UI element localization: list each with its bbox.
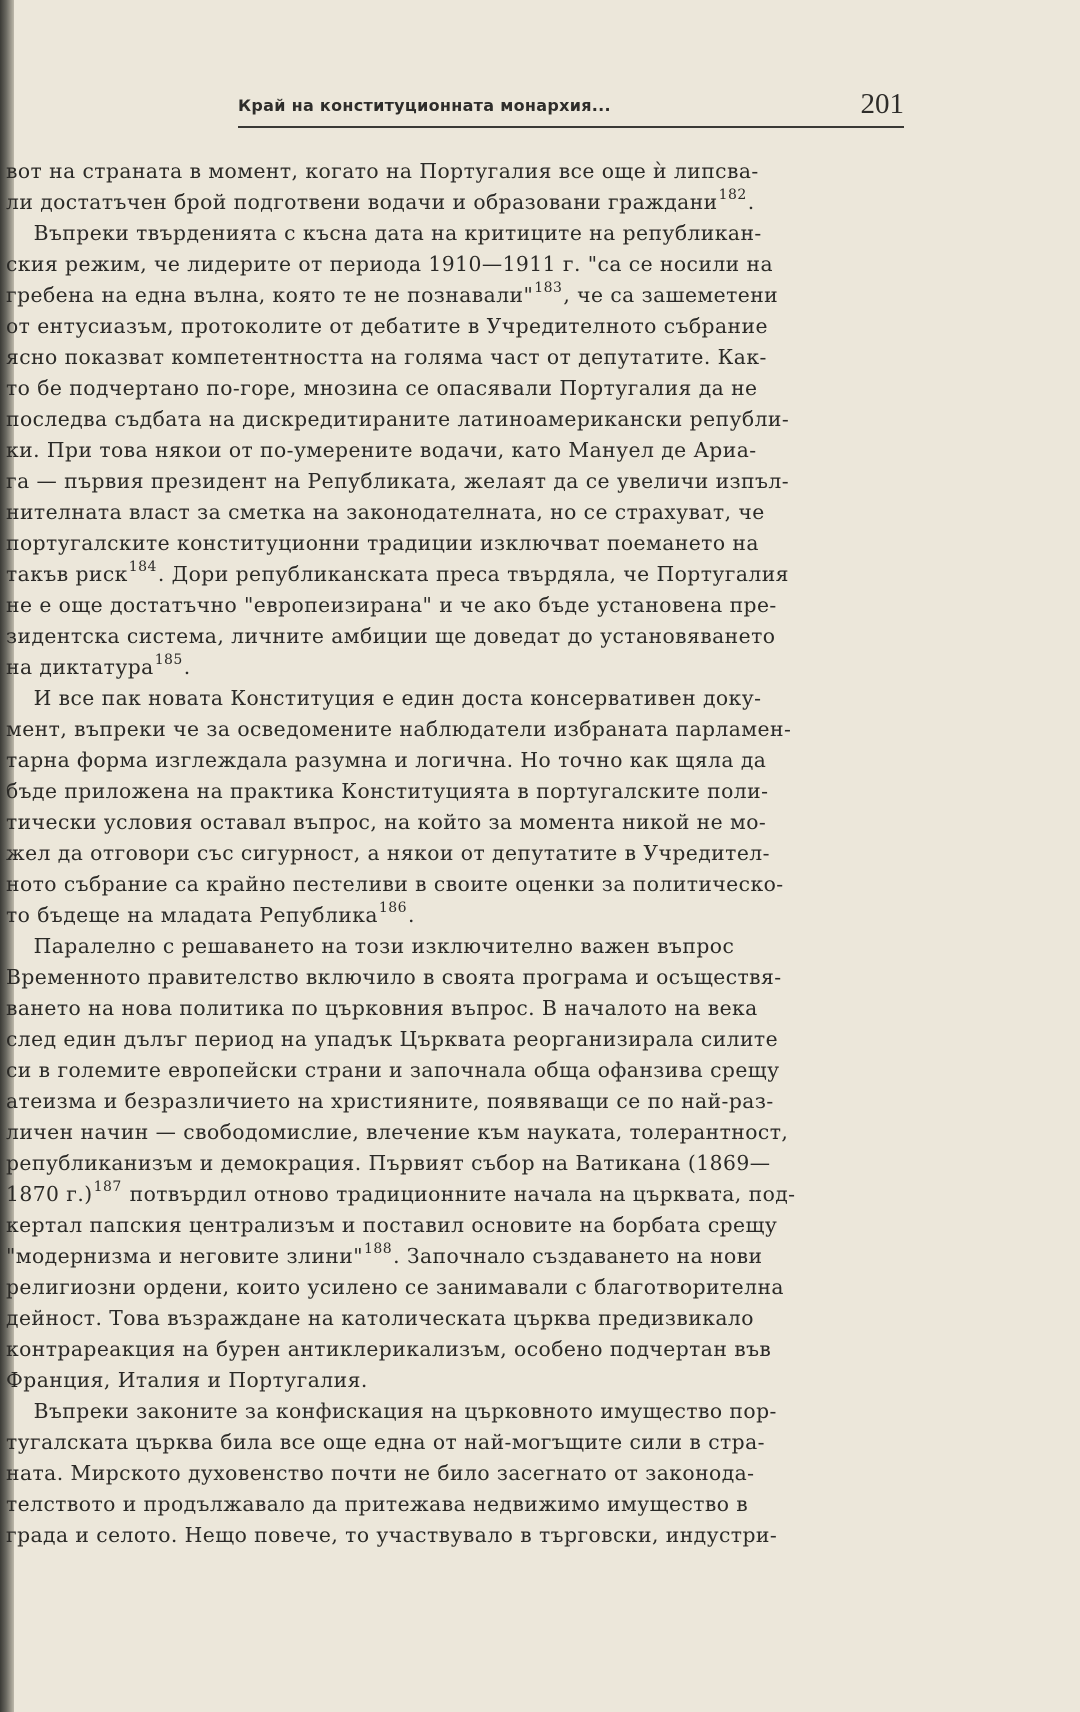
text-line bbox=[6, 1427, 904, 1458]
line-text: Временното правителство включило в своята програма и осъществя- bbox=[6, 965, 782, 989]
line-text: ския режим, че лидерите от периода 1910—1911 г. "са се носили на bbox=[6, 252, 774, 276]
text-line bbox=[6, 869, 904, 900]
line-text: кертал папския централизъм и поставил основите на борбата срещу bbox=[6, 1213, 778, 1237]
text-line bbox=[6, 497, 904, 528]
line-text-continued: . bbox=[408, 903, 415, 927]
page-header bbox=[238, 88, 904, 128]
text-line bbox=[6, 621, 904, 652]
footnote-ref: 186 bbox=[378, 900, 407, 917]
text-line bbox=[6, 838, 904, 869]
text-line bbox=[6, 1396, 904, 1427]
line-text: републиканизъм и демокрация. Първият събор на Ватикана (1869— bbox=[6, 1151, 771, 1175]
text-line bbox=[6, 993, 904, 1024]
line-text: бъде приложена на практика Конституцията в португалските поли- bbox=[6, 779, 769, 803]
text-line bbox=[6, 1334, 904, 1365]
line-text: атеизма и безразличието на християните, появяващи се по най-раз- bbox=[6, 1089, 774, 1113]
line-text: гребена на една вълна, която те не познавали" bbox=[6, 283, 534, 307]
text-line bbox=[6, 1117, 904, 1148]
text-line bbox=[6, 776, 904, 807]
text-line bbox=[6, 1179, 904, 1210]
line-text: телството и продължавало да притежава недвижимо имущество в bbox=[6, 1492, 749, 1516]
line-text: Въпреки твърденията с късна дата на критиците на републикан- bbox=[6, 221, 762, 245]
text-line bbox=[6, 1086, 904, 1117]
text-line bbox=[6, 187, 904, 218]
text-line bbox=[6, 683, 904, 714]
line-text: вот на страната в момент, когато на Португалия все още ѝ липсва- bbox=[6, 159, 759, 183]
text-line bbox=[6, 311, 904, 342]
text-line bbox=[6, 1024, 904, 1055]
line-text: жел да отговори със сигурност, а някои от депутатите в Учредител- bbox=[6, 841, 770, 865]
line-text: то бе подчертано по-горе, мнозина се опасявали Португалия да не bbox=[6, 376, 758, 400]
text-line bbox=[6, 590, 904, 621]
line-text: не е още достатъчно "европеизирана" и че ако бъде установена пре- bbox=[6, 593, 777, 617]
line-text: зидентска система, личните амбиции ще доведат до установяването bbox=[6, 624, 776, 648]
text-line bbox=[6, 1458, 904, 1489]
text-line bbox=[6, 249, 904, 280]
line-text-continued: , че са зашеметени bbox=[563, 283, 779, 307]
text-line bbox=[6, 1365, 904, 1396]
line-text: града и селото. Нещо повече, то участвувало в търговски, индустри- bbox=[6, 1523, 778, 1547]
line-text: след един дълъг период на упадък Църквата реорганизирала силите bbox=[6, 1027, 779, 1051]
line-text-continued: . Започнало създаването на нови bbox=[393, 1244, 763, 1268]
text-line bbox=[6, 807, 904, 838]
footnote-ref: 183 bbox=[534, 280, 563, 297]
line-text: ки. При това някои от по-умерените водачи, като Мануел де Ариа- bbox=[6, 438, 757, 462]
text-line bbox=[6, 900, 904, 931]
text-line bbox=[6, 435, 904, 466]
line-text: тарна форма изглеждала разумна и логична. Но точно как щяла да bbox=[6, 748, 767, 772]
text-line bbox=[6, 1148, 904, 1179]
running-head: Край на конституционната монархия... bbox=[238, 96, 611, 115]
line-text: И все пак новата Конституция е един доста консервативен доку- bbox=[6, 686, 762, 710]
line-text: "модернизма и неговите злини" bbox=[6, 1244, 363, 1268]
header-rule bbox=[238, 126, 904, 128]
line-text: 1870 г.) bbox=[6, 1182, 93, 1206]
line-text: ясно показват компетентността на голяма част от депутатите. Как- bbox=[6, 345, 767, 369]
text-line bbox=[6, 559, 904, 590]
footnote-ref: 184 bbox=[128, 559, 157, 576]
text-line bbox=[6, 1520, 904, 1551]
text-line bbox=[6, 156, 904, 187]
line-text-continued: потвърдил отново традиционните начала на църквата, под- bbox=[122, 1182, 796, 1206]
text-line bbox=[6, 280, 904, 311]
line-text: дейност. Това възраждане на католическата църква предизвикало bbox=[6, 1306, 754, 1330]
text-line bbox=[6, 218, 904, 249]
text-line bbox=[6, 1210, 904, 1241]
line-text: на диктатура bbox=[6, 655, 154, 679]
text-line bbox=[6, 404, 904, 435]
line-text: ното събрание са крайно пестеливи в своите оценки за политическо- bbox=[6, 872, 784, 896]
text-line bbox=[6, 652, 904, 683]
line-text: ната. Мирското духовенство почти не било засегнато от законода- bbox=[6, 1461, 755, 1485]
line-text: личен начин — свободомислие, влечение към науката, толерантност, bbox=[6, 1120, 789, 1144]
line-text: религиозни ордени, които усилено се занимавали с благотворителна bbox=[6, 1275, 784, 1299]
text-line bbox=[6, 1241, 904, 1272]
line-text: от ентусиазъм, протоколите от дебатите в Учредителното събрание bbox=[6, 314, 768, 338]
line-text-continued: . bbox=[747, 190, 755, 214]
text-line bbox=[6, 1272, 904, 1303]
line-text: Франция, Италия и Португалия. bbox=[6, 1368, 368, 1392]
line-text: Паралелно с решаването на този изключително важен въпрос bbox=[6, 934, 735, 958]
line-text: нителната власт за сметка на законодателната, но се страхуват, че bbox=[6, 500, 765, 524]
line-text: контрареакция на бурен антиклерикализъм, особено подчертан във bbox=[6, 1337, 772, 1361]
line-text: Въпреки законите за конфискация на църковното имущество пор- bbox=[6, 1399, 777, 1423]
footnote-ref: 185 bbox=[154, 652, 183, 669]
text-line bbox=[6, 466, 904, 497]
text-line bbox=[6, 1055, 904, 1086]
body-text bbox=[6, 156, 904, 1551]
line-text: ването на нова политика по църковния въпрос. В началото на века bbox=[6, 996, 758, 1020]
line-text: си в големите европейски страни и започнала обща офанзива срещу bbox=[6, 1058, 780, 1082]
line-text: то бъдеще на младата Република bbox=[6, 903, 378, 927]
line-text: португалските конституционни традиции изключват поемането на bbox=[6, 531, 759, 555]
text-line bbox=[6, 1489, 904, 1520]
line-text: га — първия президент на Републиката, желаят да се увеличи изпъл- bbox=[6, 469, 790, 493]
line-text: ли достатъчен брой подготвени водачи и образовани граждани bbox=[6, 190, 718, 214]
text-line bbox=[6, 342, 904, 373]
text-line bbox=[6, 931, 904, 962]
line-text: такъв риск bbox=[6, 562, 128, 586]
line-text: тически условия оставал въпрос, на който за момента никой не мо- bbox=[6, 810, 767, 834]
text-line bbox=[6, 962, 904, 993]
text-line bbox=[6, 714, 904, 745]
text-line bbox=[6, 1303, 904, 1334]
line-text: тугалската църква била все още една от най-могъщите сили в стра- bbox=[6, 1430, 765, 1454]
text-line bbox=[6, 745, 904, 776]
line-text-continued: . bbox=[183, 655, 191, 679]
line-text-continued: . Дори републиканската преса твърдяла, че Португалия bbox=[157, 562, 789, 586]
text-line bbox=[6, 528, 904, 559]
page-number: 201 bbox=[860, 88, 904, 120]
footnote-ref: 182 bbox=[718, 187, 747, 204]
line-text: последва съдбата на дискредитираните латиноамерикански републи- bbox=[6, 407, 790, 431]
footnote-ref: 187 bbox=[93, 1179, 122, 1196]
footnote-ref: 188 bbox=[364, 1241, 393, 1258]
line-text: мент, въпреки че за осведомените наблюдатели избраната парламен- bbox=[6, 717, 792, 741]
text-line bbox=[6, 373, 904, 404]
